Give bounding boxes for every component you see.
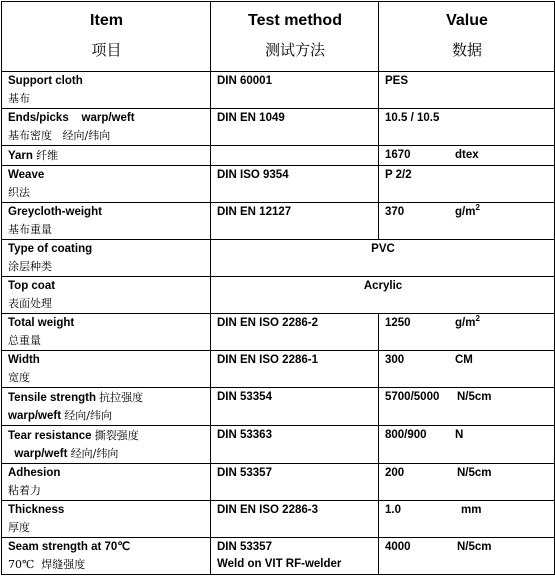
- item-en: Seam strength at 70℃: [8, 541, 131, 553]
- value-cell: [379, 166, 555, 203]
- item-en: Yarn: [8, 150, 33, 162]
- value-cell: [379, 72, 555, 109]
- value-cell: [379, 464, 555, 501]
- item-cell: [2, 501, 211, 538]
- header-value-cn: 数据: [451, 41, 482, 59]
- header-item-en: Item: [90, 12, 123, 29]
- method: DIN 53357: [217, 541, 272, 553]
- unit: N/5cm: [457, 541, 492, 553]
- item-cell: [2, 538, 211, 575]
- item-en: Greycloth-weight: [8, 206, 102, 218]
- row-width: [2, 351, 555, 388]
- row-type-of-coating: [2, 240, 555, 277]
- item-cell: [2, 351, 211, 388]
- value: 800/900: [385, 429, 427, 441]
- item-cell: [2, 388, 211, 426]
- method-cell: DIN EN ISO 2286-3: [211, 501, 379, 538]
- value-cell: [379, 538, 555, 575]
- header-value-en: Value: [446, 12, 488, 29]
- row-top-coat: [2, 277, 555, 314]
- row-tensile-strength: [2, 388, 555, 426]
- value-cell: [379, 109, 555, 146]
- value: 4000: [385, 541, 411, 553]
- item-en: Width: [8, 354, 40, 366]
- item-cell: [2, 426, 211, 464]
- method-cell: [211, 538, 379, 575]
- value-cell: [379, 351, 555, 388]
- row-weave: [2, 166, 555, 203]
- item-en: Type of coating: [8, 243, 93, 255]
- item-cell: [2, 146, 211, 166]
- item-en: Support cloth: [8, 75, 83, 87]
- item-en: Weave: [8, 169, 45, 181]
- item-en: Top coat: [8, 280, 56, 292]
- unit: CM: [455, 354, 473, 366]
- item-en: Tear resistance: [8, 430, 92, 442]
- item-cn: 基布: [8, 92, 30, 105]
- value-cell: [379, 388, 555, 426]
- value: 10.5 / 10.5: [385, 112, 440, 124]
- method-cell: DIN EN 1049: [211, 109, 379, 146]
- item-cn: 宽度: [8, 371, 30, 384]
- header-value: [379, 2, 555, 72]
- item-cell: [2, 166, 211, 203]
- item-cell: [2, 464, 211, 501]
- method-cell: DIN ISO 9354: [211, 166, 379, 203]
- method-cell: DIN EN ISO 2286-1: [211, 351, 379, 388]
- method-cell: DIN EN 12127: [211, 203, 379, 240]
- method-note: Weld on VIT RF-welder: [217, 558, 342, 570]
- row-seam-strength: [2, 538, 555, 575]
- unit: N: [455, 429, 464, 441]
- header-method-en: Test method: [248, 12, 342, 29]
- value: 1670: [385, 149, 411, 161]
- item-cn: 涂层种类: [8, 260, 52, 273]
- value: PES: [385, 75, 409, 87]
- row-tear-resistance: [2, 426, 555, 464]
- unit: mm: [461, 504, 482, 516]
- value: P 2/2: [385, 169, 412, 181]
- row-thickness: [2, 501, 555, 538]
- item-en-2: warp/weft: [8, 410, 62, 422]
- value: 1250: [385, 317, 411, 329]
- merged-value-cell: PVC: [211, 240, 555, 277]
- spec-table: [1, 1, 555, 575]
- value: 200: [385, 467, 405, 479]
- header-item: [2, 2, 211, 72]
- unit: N/5cm: [457, 391, 492, 403]
- item-cn-2: 经向/纬向: [70, 447, 119, 460]
- row-ends-picks: [2, 109, 555, 146]
- item-en: Tensile strength: [8, 392, 96, 404]
- header-method: [211, 2, 379, 72]
- value-cell: [379, 426, 555, 464]
- unit: $g/m^2$: [455, 203, 480, 218]
- header-method-cn: 测试方法: [264, 41, 325, 59]
- item-cn: 纤维: [36, 149, 59, 162]
- row-total-weight: [2, 314, 555, 351]
- unit: $g/m^2$: [455, 314, 480, 329]
- item-cell: [2, 240, 211, 277]
- value-cell: [379, 146, 555, 166]
- method-cell: DIN 60001: [211, 72, 379, 109]
- item-en-2: warp/weft: [8, 448, 68, 460]
- item-cn: 厚度: [8, 521, 30, 534]
- method-cell: DIN 53363: [211, 426, 379, 464]
- item-en: Ends/picks warp/weft: [8, 112, 135, 124]
- unit: N/5cm: [457, 467, 492, 479]
- value: 1.0: [385, 504, 401, 516]
- item-en: Thickness: [8, 504, 65, 516]
- item-cn-2: 经向/纬向: [64, 409, 112, 422]
- item-cn: 撕裂强度: [94, 429, 139, 442]
- item-cell: [2, 109, 211, 146]
- value-cell: [379, 203, 555, 240]
- item-cn: 基布密度 经向/纬向: [8, 129, 111, 142]
- value-cell: [379, 314, 555, 351]
- item-cell: [2, 314, 211, 351]
- item-cn: 70℃ 焊缝强度: [8, 558, 86, 571]
- item-cn: 基布重量: [8, 223, 52, 236]
- header-row: [2, 2, 555, 72]
- item-cn: 织法: [8, 186, 30, 199]
- header-item-cn: 项目: [91, 41, 122, 59]
- item-cn: 总重量: [8, 334, 41, 347]
- item-cn: 粘着力: [8, 484, 41, 497]
- value: 370: [385, 206, 405, 218]
- item-cell: [2, 203, 211, 240]
- row-support-cloth: [2, 72, 555, 109]
- value-cell: [379, 501, 555, 538]
- row-yarn: [2, 146, 555, 166]
- item-en: Total weight: [8, 317, 75, 329]
- item-cn: 抗拉强度: [99, 391, 144, 404]
- unit: dtex: [455, 149, 479, 161]
- method-cell: [211, 146, 379, 166]
- row-adhesion: [2, 464, 555, 501]
- method-cell: DIN EN ISO 2286-2: [211, 314, 379, 351]
- method-cell: DIN 53357: [211, 464, 379, 501]
- item-en: Adhesion: [8, 467, 61, 479]
- item-cell: [2, 277, 211, 314]
- value: 300: [385, 354, 405, 366]
- item-cn: 表面处理: [8, 297, 52, 310]
- value: 5700/5000: [385, 391, 440, 403]
- method-cell: DIN 53354: [211, 388, 379, 426]
- merged-value-cell: Acrylic: [211, 277, 555, 314]
- row-greycloth-weight: [2, 203, 555, 240]
- item-cell: [2, 72, 211, 109]
